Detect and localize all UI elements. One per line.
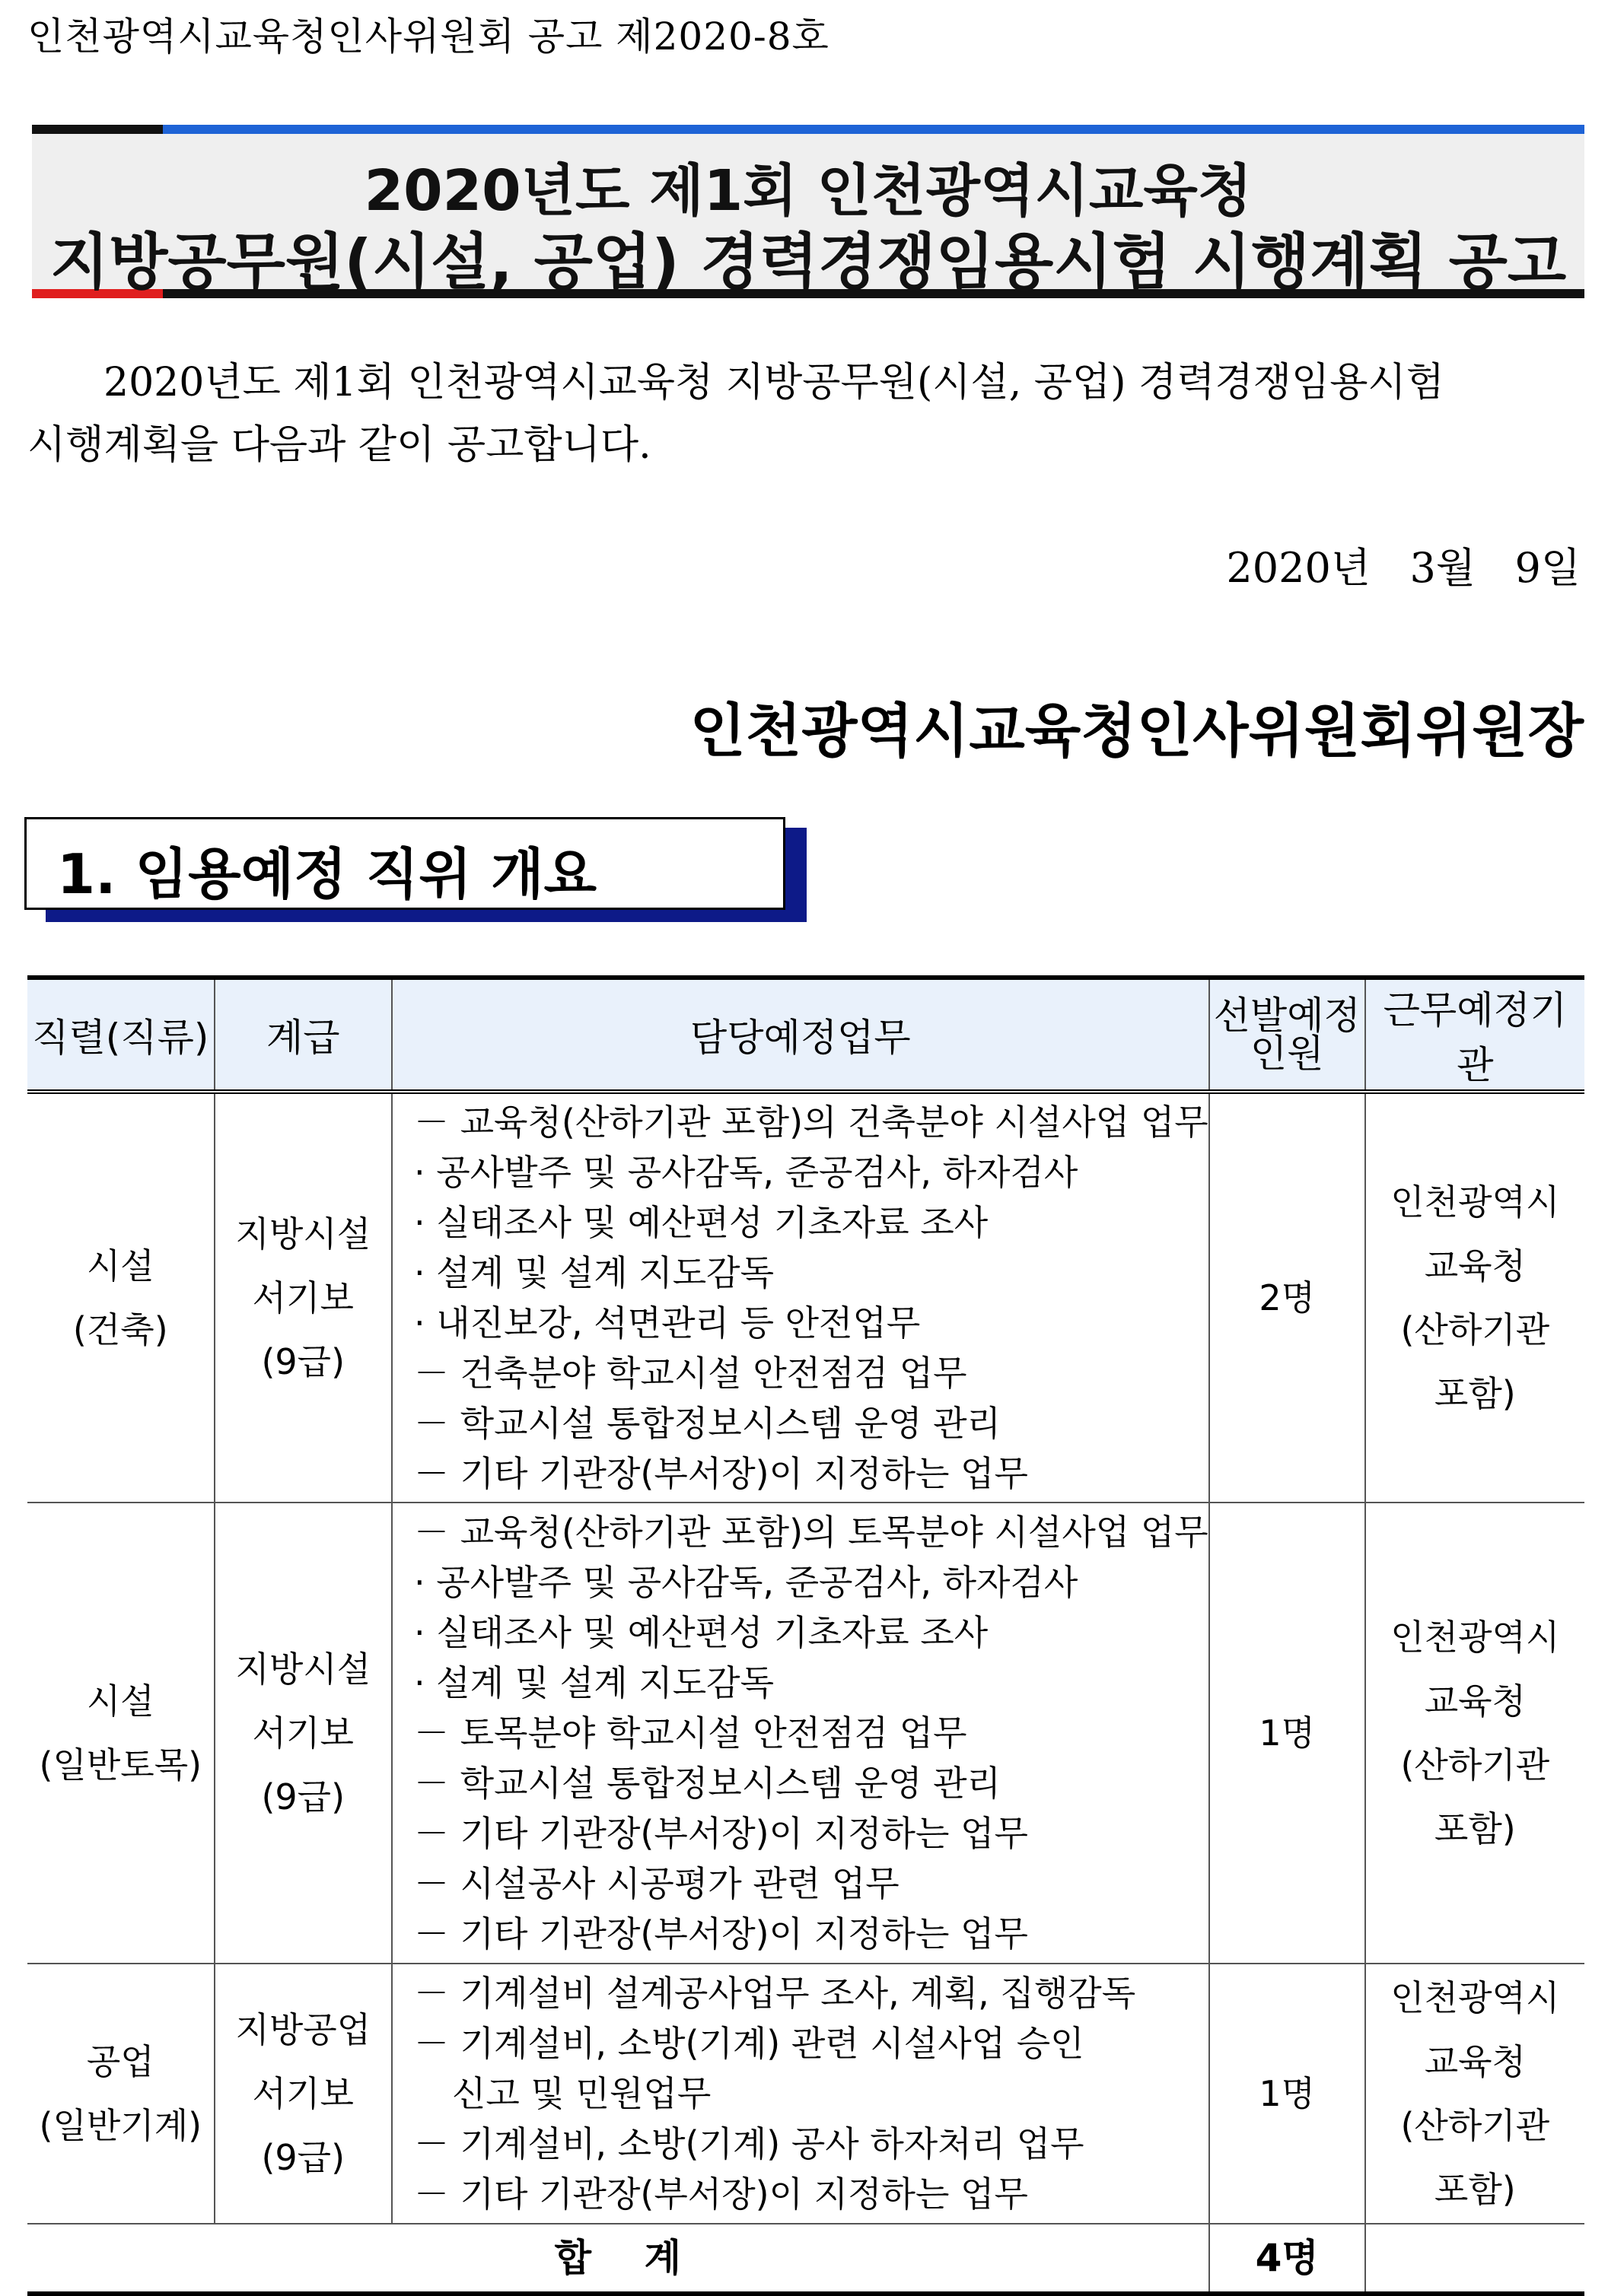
duty-item: － 기타 기관장(부서장)이 지정하는 업무 [413, 1913, 1028, 1954]
grade-line: 지방시설 [235, 1213, 371, 1255]
total-count: 4명 [1209, 2224, 1365, 2294]
job-category: (일반토목) [39, 1744, 202, 1786]
duty-item: · 실태조사 및 예산편성 기초자료 조사 [413, 1202, 989, 1243]
duty-item: － 교육청(산하기관 포함)의 토목분야 시설사업 업무 [413, 1512, 1208, 1553]
duty-item: · 설계 및 설계 지도감독 [413, 1662, 775, 1703]
grade-line: (9급) [261, 1341, 345, 1382]
header-count-line-1: 선발예정 [1213, 994, 1361, 1038]
job-name: 시설 [86, 1245, 154, 1286]
duty-item: · 설계 및 설계 지도감독 [413, 1252, 775, 1293]
grade-line: (9급) [261, 1776, 345, 1817]
org-cell [1365, 1092, 1584, 1503]
grade-line: (9급) [261, 2137, 345, 2178]
header-grade: 계급 [215, 978, 392, 1092]
table-row [27, 1964, 1584, 2224]
org-line: (산하기관 [1400, 1309, 1550, 1350]
duty-item: － 학교시설 통합정보시스템 운영 관리 [413, 1763, 1001, 1804]
header-job: 직렬(직류) [27, 978, 215, 1092]
job-cell [27, 1503, 215, 1964]
org-line: (산하기관 [1400, 1744, 1550, 1786]
title-accent-bar [32, 125, 163, 134]
intro-line-1: 2020년도 제1회 인천광역시교육청 지방공무원(시설, 공업) 경력경쟁임용시험 [103, 360, 1444, 405]
org-line: 교육청 [1424, 2041, 1526, 2082]
duty-item: － 건축분야 학교시설 안전점검 업무 [413, 1353, 967, 1394]
duty-item: － 기계설비, 소방(기계) 관련 시설사업 승인 [413, 2023, 1084, 2064]
total-label: 합 계 [27, 2224, 1209, 2294]
notice-number: 인천광역시교육청인사위원회 공고 제2020-8호 [27, 14, 829, 59]
org-line: 인천광역시 [1390, 1617, 1560, 1658]
grade-line: 지방시설 [235, 1649, 371, 1690]
duty-item: · 공사발주 및 공사감독, 준공검사, 하자검사 [413, 1562, 1078, 1603]
org-line: (산하기관 [1400, 2105, 1550, 2146]
grade-cell [215, 1092, 392, 1503]
org-cell [1365, 1503, 1584, 1964]
duties-cell [392, 1964, 1209, 2224]
issuer: 인천광역시교육청인사위원회위원장 [689, 697, 1584, 765]
org-line: 교육청 [1424, 1681, 1526, 1722]
duties-cell [392, 1503, 1209, 1964]
position-table [27, 975, 1584, 2296]
grade-line: 서기보 [252, 1712, 354, 1754]
header-duties: 담당예정업무 [392, 978, 1209, 1092]
org-line: 인천광역시 [1390, 1181, 1560, 1223]
header-org: 근무예정기관 [1365, 978, 1584, 1092]
org-line: 교육청 [1424, 1245, 1526, 1286]
header-count [1209, 978, 1365, 1092]
grade-line: 지방공업 [235, 2009, 371, 2050]
count-cell: 2명 [1209, 1092, 1365, 1503]
duties-cell [392, 1092, 1209, 1503]
total-empty-cell [1365, 2224, 1584, 2294]
duty-item: － 기타 기관장(부서장)이 지정하는 업무 [413, 1813, 1028, 1854]
title-line-2: 지방공무원(시설, 공업) 경력경쟁임용시험 시행계획 공고 [49, 227, 1567, 297]
grade-cell [215, 1964, 392, 2224]
duty-item: · 실태조사 및 예산편성 기초자료 조사 [413, 1612, 989, 1653]
org-line: 포함) [1434, 1808, 1516, 1849]
duty-item: 신고 및 민원업무 [451, 2073, 712, 2114]
duty-item: － 기타 기관장(부서장)이 지정하는 업무 [413, 1453, 1028, 1494]
duty-item: － 기계설비, 소방(기계) 공사 하자처리 업무 [413, 2123, 1084, 2164]
title-accent-bar [163, 125, 1584, 134]
job-name: 시설 [86, 1681, 154, 1722]
duty-item: － 기계설비 설계공사업무 조사, 계획, 집행감독 [413, 1973, 1136, 2014]
section-title: 1. 임용예정 직위 개요 [57, 842, 597, 906]
intro-line-2: 시행계획을 다음과 같이 공고합니다. [27, 422, 651, 468]
job-cell [27, 1964, 215, 2224]
count-cell: 1명 [1209, 1964, 1365, 2224]
duty-item: － 토목분야 학교시설 안전점검 업무 [413, 1712, 967, 1754]
header-count-line-2: 인원 [1250, 1032, 1324, 1076]
total-row [27, 2224, 1584, 2294]
intro-paragraph [27, 351, 1565, 476]
duty-item: － 기타 기관장(부서장)이 지정하는 업무 [413, 2174, 1028, 2215]
org-line: 포함) [1434, 2169, 1516, 2210]
org-line: 인천광역시 [1390, 1977, 1560, 2018]
duty-item: · 내진보강, 석면관리 등 안전업무 [413, 1302, 921, 1344]
announcement-date: 2020년 3월 9일 [1226, 544, 1581, 592]
grade-line: 서기보 [252, 1277, 354, 1318]
table-row [27, 1503, 1584, 1964]
org-cell [1365, 1964, 1584, 2224]
org-line: 포함) [1434, 1373, 1516, 1414]
table-header-row [27, 978, 1584, 1092]
title-line-1: 2020년도 제1회 인천광역시교육청 [364, 158, 1253, 224]
job-cell [27, 1092, 215, 1503]
grade-cell [215, 1503, 392, 1964]
duty-item: － 시설공사 시공평가 관련 업무 [413, 1863, 900, 1904]
count-cell: 1명 [1209, 1503, 1365, 1964]
job-category: (일반기계) [39, 2105, 202, 2146]
duty-item: · 공사발주 및 공사감독, 준공검사, 하자검사 [413, 1152, 1078, 1193]
job-name: 공업 [86, 2041, 154, 2082]
table-row [27, 1092, 1584, 1503]
job-category: (건축) [72, 1309, 168, 1350]
section-heading [24, 817, 785, 910]
duty-item: － 교육청(산하기관 포함)의 건축분야 시설사업 업무 [413, 1102, 1208, 1143]
duty-item: － 학교시설 통합정보시스템 운영 관리 [413, 1403, 1001, 1444]
grade-line: 서기보 [252, 2073, 354, 2114]
title-box [32, 125, 1584, 298]
